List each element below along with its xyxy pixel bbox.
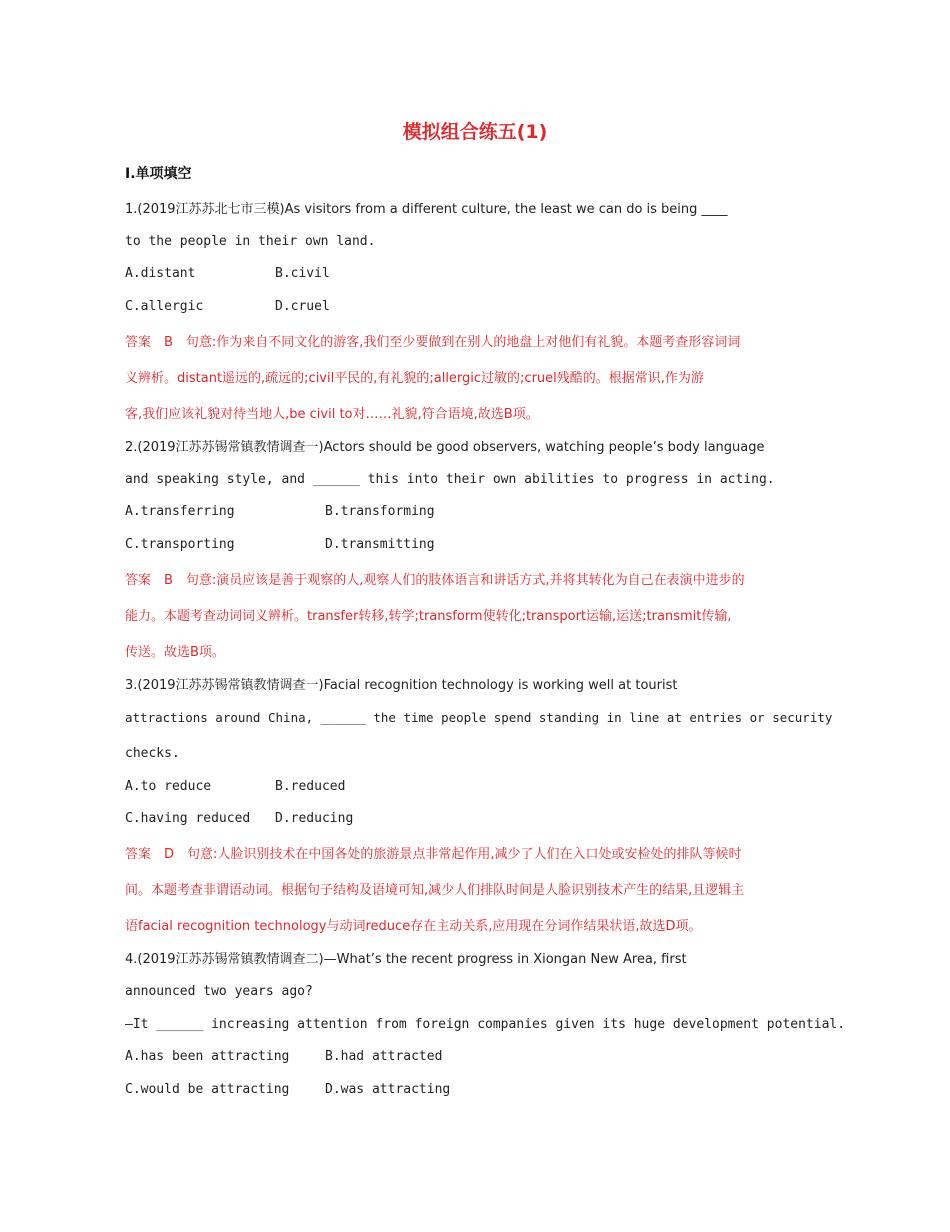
- q3-option-d: D.reducing: [275, 811, 354, 826]
- q3-option-b: B.reduced: [275, 779, 346, 794]
- q3-option-c: C.having reduced: [125, 811, 251, 826]
- q4-stem-line-2: announced two years ago?: [125, 984, 313, 999]
- q3-stem-line-2: attractions around China, ______ the time people spend standing in line at entries or security: [125, 710, 833, 725]
- q1-stem-line-1: 1.(2019江苏苏北七市三模)As visitors from a different culture, the least we can do is being ____: [125, 202, 728, 217]
- q2-answer-line-1: 答案 B 句意:演员应该是善于观察的人,观察人们的肢体语言和讲话方式,并将其转化为自己在表演中进步的: [125, 573, 745, 588]
- q2-answer-line-2: 能力。本题考查动词词义辨析。transfer转移,转学;transform使转化;transport运输,运送;transmit传输,: [125, 609, 732, 624]
- q1-stem-line-2: to the people in their own land.: [125, 234, 376, 249]
- q3-answer-line-1: 答案 D 句意:人脸识别技术在中国各处的旅游景点非常起作用,减少了人们在入口处或安检处的排队等候时: [125, 847, 742, 862]
- q2-stem-line-1: 2.(2019江苏苏锡常镇教情调查一)Actors should be good observers, watching people’s body language: [125, 440, 765, 455]
- section-heading: Ⅰ.单项填空: [125, 166, 192, 182]
- q4-option-d: D.was attracting: [325, 1082, 451, 1097]
- q2-option-c: C.transporting: [125, 537, 235, 552]
- q2-option-a: A.transferring: [125, 504, 235, 519]
- page-title: 模拟组合练五(1): [402, 121, 548, 143]
- q2-option-b: B.transforming: [325, 504, 435, 519]
- q1-answer-line-2: 义辨析。distant遥远的,疏远的;civil平民的,有礼貌的;allergic过敏的;cruel残酷的。根据常识,作为游: [125, 371, 704, 386]
- q1-option-b: B.civil: [275, 266, 330, 281]
- q2-answer-line-3: 传送。故选B项。: [125, 645, 225, 660]
- q4-option-b: B.had attracted: [325, 1049, 443, 1064]
- q3-option-a: A.to reduce: [125, 779, 212, 794]
- q1-answer-line-3: 客,我们应该礼貌对待当地人,be civil to对……礼貌,符合语境,故选B项。: [125, 407, 539, 422]
- q1-option-c: C.allergic: [125, 299, 204, 314]
- q3-stem-line-3: checks.: [125, 746, 180, 761]
- q4-stem-line-3: —It ______ increasing attention from foreign companies given its huge development potential.: [125, 1017, 846, 1032]
- q3-answer-line-2: 间。本题考查非谓语动词。根据句子结构及语境可知,减少人们排队时间是人脸识别技术产生的结果,且逻辑主: [125, 883, 745, 898]
- q4-option-a: A.has been attracting: [125, 1049, 290, 1064]
- q4-option-c: C.would be attracting: [125, 1082, 290, 1097]
- q1-option-a: A.distant: [125, 266, 196, 281]
- q2-option-d: D.transmitting: [325, 537, 435, 552]
- q1-option-d: D.cruel: [275, 299, 330, 314]
- q1-answer-line-1: 答案 B 句意:作为来自不同文化的游客,我们至少要做到在别人的地盘上对他们有礼貌。本题考查形容词词: [125, 335, 741, 350]
- q3-answer-line-3: 语facial recognition technology与动词reduce存在主动关系,应用现在分词作结果状语,故选D项。: [125, 919, 702, 934]
- q3-stem-line-1: 3.(2019江苏苏锡常镇教情调查一)Facial recognition technology is working well at tourist: [125, 678, 678, 693]
- q4-stem-line-1: 4.(2019江苏苏锡常镇教情调查二)—What’s the recent progress in Xiongan New Area, first: [125, 952, 687, 967]
- q2-stem-line-2: and speaking style, and ______ this into their own abilities to progress in acting.: [125, 472, 775, 487]
